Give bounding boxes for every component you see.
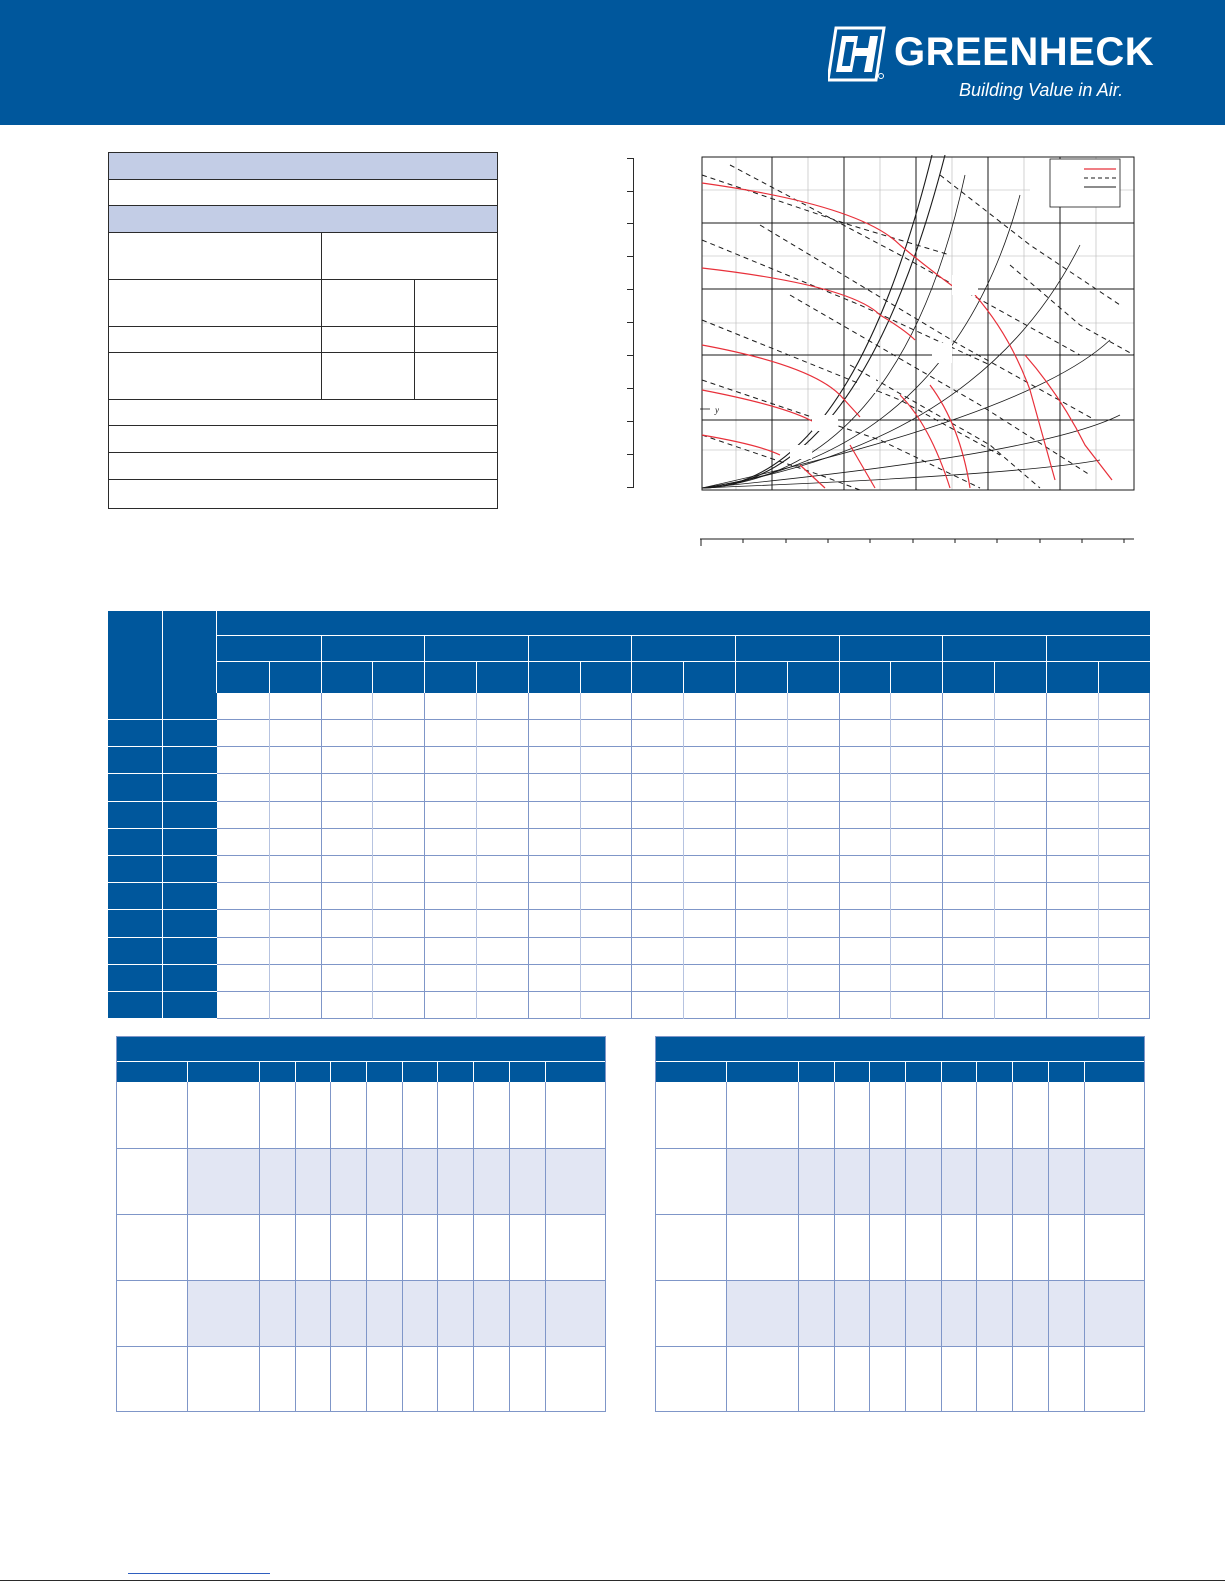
footer-rule xyxy=(0,1580,1225,1581)
perf-column-line xyxy=(372,693,373,1019)
spec-row xyxy=(109,426,497,453)
spec-row xyxy=(109,280,497,327)
greenheck-logo-icon xyxy=(828,26,886,82)
power-curve xyxy=(730,165,1080,355)
axis-tick xyxy=(627,223,634,224)
axis-tick xyxy=(627,421,634,422)
lower-table-left xyxy=(116,1036,606,1412)
lower-table-row xyxy=(656,1280,1144,1346)
spec-table xyxy=(108,152,498,509)
power-curve xyxy=(760,225,1095,420)
lower-table-row xyxy=(656,1148,1144,1214)
spec-divider xyxy=(321,233,322,400)
spec-row xyxy=(109,233,497,280)
lower-table-row xyxy=(656,1346,1144,1412)
spec-title-row xyxy=(109,153,497,180)
perf-column-line xyxy=(476,693,477,1019)
perf-column-line xyxy=(942,693,943,1019)
axis-tick xyxy=(627,322,634,323)
spec-row xyxy=(109,180,497,206)
perf-column-line xyxy=(269,693,270,1019)
perf-group-separator xyxy=(839,635,840,693)
axis-tick xyxy=(627,191,634,192)
spec-row xyxy=(109,327,497,353)
spec-row xyxy=(109,480,497,508)
fan-curve xyxy=(900,395,950,488)
brand-name: GREENHECK xyxy=(894,30,1155,74)
perf-group-separator xyxy=(528,635,529,693)
perf-group-separator xyxy=(1046,635,1047,693)
axis-tick xyxy=(627,454,634,455)
perf-column-line xyxy=(424,693,425,1019)
chart-bottom-axis xyxy=(700,538,1134,548)
perf-column-line xyxy=(1149,693,1150,1019)
lower-table-row xyxy=(117,1148,605,1214)
perf-group-separator xyxy=(942,635,943,693)
chart-axis-marker-label: y xyxy=(715,405,719,415)
fan-curves xyxy=(702,183,1112,488)
perf-column-line xyxy=(735,693,736,1019)
lower-table-header xyxy=(117,1061,605,1082)
perf-column-line xyxy=(890,693,891,1019)
performance-table xyxy=(108,611,1150,1019)
perf-group-separator xyxy=(735,635,736,693)
perf-row-head-divider xyxy=(108,1018,217,1019)
chart-label-knockouts xyxy=(790,171,1050,459)
perf-header-col xyxy=(163,611,217,693)
axis-tick xyxy=(627,256,634,257)
perf-subcol-separator xyxy=(683,661,684,693)
power-curves xyxy=(702,165,1134,490)
perf-column-line xyxy=(683,693,684,1019)
system-curve xyxy=(702,155,945,488)
perf-subcol-separator xyxy=(269,661,270,693)
greenheck-logo xyxy=(828,26,1158,106)
axis-tick xyxy=(627,289,634,290)
fan-curve xyxy=(702,268,915,340)
spec-row xyxy=(109,353,497,400)
spec-divider xyxy=(414,280,415,400)
fan-curve xyxy=(702,183,958,290)
fan-curve xyxy=(850,445,875,488)
system-curve xyxy=(702,245,1080,488)
perf-column-line xyxy=(1046,693,1047,1019)
power-curve xyxy=(1010,265,1134,355)
perf-subcol-separator xyxy=(787,661,788,693)
perf-column-line xyxy=(1098,693,1099,1019)
perf-subcol-separator xyxy=(890,661,891,693)
lower-table-right xyxy=(655,1036,1145,1412)
perf-subcol-separator xyxy=(476,661,477,693)
system-curve xyxy=(702,195,1020,488)
perf-subcol-separator xyxy=(372,661,373,693)
fan-curve xyxy=(702,435,780,455)
perf-group-separator xyxy=(631,635,632,693)
system-curve xyxy=(702,340,1110,488)
fan-curve xyxy=(800,465,825,488)
performance-chart xyxy=(700,155,1136,493)
lower-table-row xyxy=(117,1082,605,1148)
spec-row xyxy=(109,400,497,426)
perf-subcol-separator xyxy=(1098,661,1099,693)
chart-legend xyxy=(1050,159,1120,207)
power-curve xyxy=(850,365,1040,488)
perf-column-line xyxy=(321,693,322,1019)
lower-table-row xyxy=(656,1082,1144,1148)
lower-table-row xyxy=(117,1346,605,1412)
spec-section-row xyxy=(109,206,497,233)
system-curve xyxy=(702,415,1120,488)
footer-link[interactable] xyxy=(128,1573,270,1574)
perf-group-separator xyxy=(321,635,322,693)
lower-table-row xyxy=(656,1214,1144,1280)
perf-group-separator xyxy=(424,635,425,693)
perf-subcol-separator xyxy=(580,661,581,693)
lower-table-header xyxy=(656,1061,1144,1082)
perf-column-line xyxy=(528,693,529,1019)
brand-tagline: Building Value in Air. xyxy=(959,80,1124,100)
perf-header-col xyxy=(108,611,163,693)
lower-table-title xyxy=(117,1037,605,1061)
axis-tick xyxy=(627,355,634,356)
lower-table-title xyxy=(656,1037,1144,1061)
fan-curve xyxy=(702,390,830,430)
perf-column-line xyxy=(994,693,995,1019)
spec-row xyxy=(109,453,497,480)
perf-header-divider xyxy=(217,635,1150,636)
power-curve xyxy=(702,175,950,255)
axis-tick xyxy=(627,158,634,159)
perf-subcol-separator xyxy=(994,661,995,693)
axis-tick xyxy=(627,487,634,488)
fan-curve xyxy=(930,385,970,488)
lower-table-row xyxy=(117,1280,605,1346)
lower-table-row xyxy=(117,1214,605,1280)
perf-column-line xyxy=(631,693,632,1019)
perf-column-line xyxy=(787,693,788,1019)
chart-left-axis xyxy=(633,158,634,488)
axis-tick xyxy=(627,388,634,389)
header-band xyxy=(0,0,1225,125)
perf-column-line xyxy=(580,693,581,1019)
perf-column-line xyxy=(839,693,840,1019)
